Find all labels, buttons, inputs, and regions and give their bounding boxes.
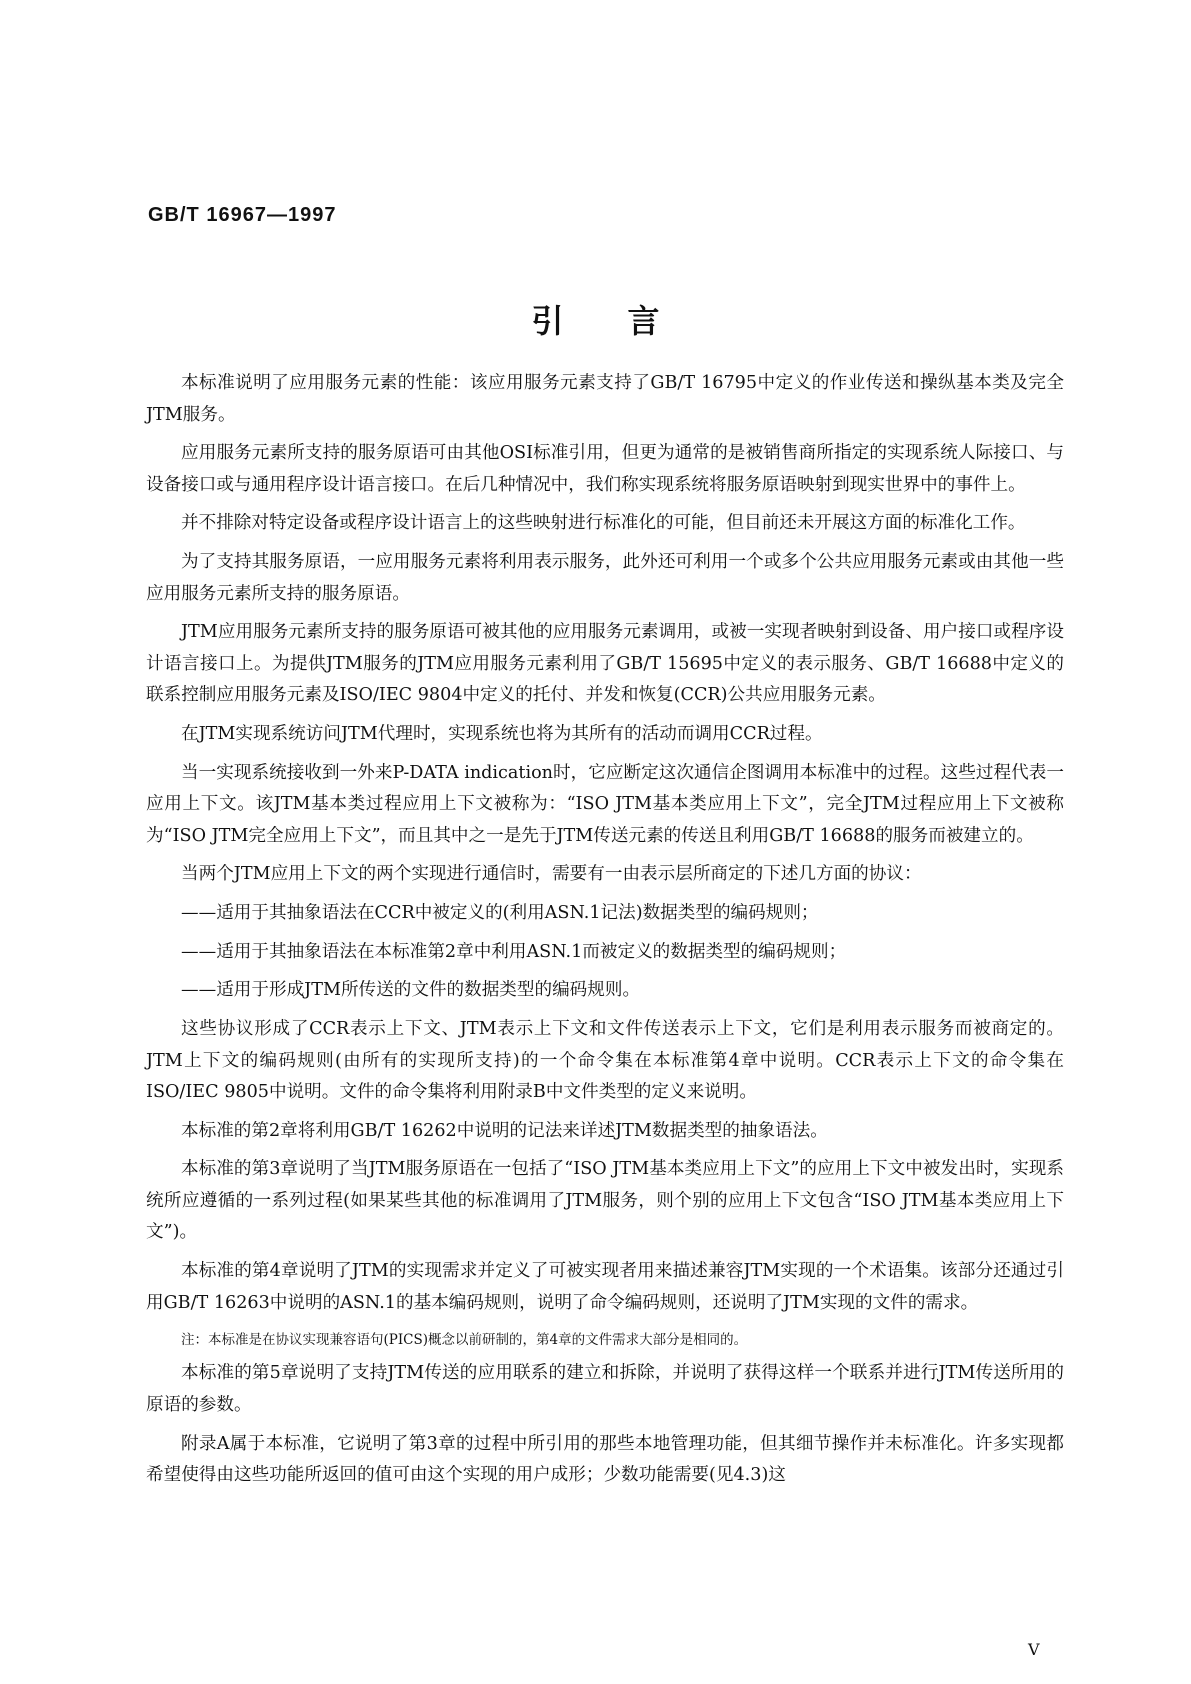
section-title: 引言	[531, 302, 724, 340]
body-text	[146, 368, 1064, 1499]
paragraph: 本标准说明了应用服务元素的性能：该应用服务元素支持了GB/T 16795中定义的作业传送和操纵基本类及完全JTM服务。	[146, 373, 1064, 425]
paragraph: 当一实现系统接收到一外来P-DATA indication时，它应断定这次通信企图调用本标准中的过程。这些过程代表一应用上下文。该JTM基本类过程应用上下文被称为：“ISO JTM基本类应用上下文”，完全JTM过程应用上下文被称为“ISO JTM完全应用上下文”，而且其中之一是先于JTM传送元素的传送且利用GB/T 16688的服务而被建立的。	[146, 762, 1064, 846]
list-item: ——适用于其抽象语法在本标准第2章中利用ASN.1而被定义的数据类型的编码规则；	[181, 941, 847, 962]
list-item: ——适用于形成JTM所传送的文件的数据类型的编码规则。	[181, 980, 641, 1001]
list-item: ——适用于其抽象语法在CCR中被定义的(利用ASN.1记法)数据类型的编码规则；	[181, 903, 819, 923]
paragraph: 这些协议形成了CCR表示上下文、JTM表示上下文和文件传送表示上下文，它们是利用表示服务而被商定的。JTM上下文的编码规则(由所有的实现所支持)的一个命令集在本标准第4章中说明。CCR表示上下文的命令集在ISO/IEC 9805中说明。文件的命令集将利用附录B中文件类型的定义来说明。	[146, 1019, 1064, 1103]
note: 注：本标准是在协议实现兼容语句(PICS)概念以前研制的，第4章的文件需求大部分是相同的。	[181, 1332, 748, 1349]
paragraph: 并不排除对特定设备或程序设计语言上的这些映射进行标准化的可能，但目前还未开展这方面的标准化工作。	[181, 513, 1026, 534]
paragraph: JTM应用服务元素所支持的服务原语可被其他的应用服务元素调用，或被一实现者映射到设备、用户接口或程序设计语言接口上。为提供JTM服务的JTM应用服务元素利用了GB/T 15695中定义的表示服务、GB/T 16688中定义的联系控制应用服务元素及ISO/IEC 9804中定义的托付、并发和恢复(CCR)公共应用服务元素。	[146, 622, 1064, 706]
paragraph: 本标准的第2章将利用GB/T 16262中说明的记法来详述JTM数据类型的抽象语法。	[181, 1120, 828, 1141]
paragraph: 当两个JTM应用上下文的两个实现进行通信时，需要有一由表示层所商定的下述几方面的协议：	[181, 864, 922, 885]
paragraph: 在JTM实现系统访问JTM代理时，实现系统也将为其所有的活动而调用CCR过程。	[181, 723, 823, 744]
paragraph: 本标准的第3章说明了当JTM服务原语在一包括了“ISO JTM基本类应用上下文”的应用上下文中被发出时，实现系统所应遵循的一系列过程(如果某些其他的标准调用了JTM服务，则个别的应用上下文包含“ISO JTM基本类应用上下文”)。	[146, 1159, 1064, 1243]
document-code: GB/T 16967—1997	[148, 204, 337, 226]
paragraph: 为了支持其服务原语，一应用服务元素将利用表示服务，此外还可利用一个或多个公共应用服务元素或由其他一些应用服务元素所支持的服务原语。	[146, 552, 1064, 604]
paragraph: 本标准的第4章说明了JTM的实现需求并定义了可被实现者用来描述兼容JTM实现的一个术语集。该部分还通过引用GB/T 16263中说明的ASN.1的基本编码规则，说明了命令编码规则，还说明了JTM实现的文件的需求。	[146, 1261, 1064, 1313]
paragraph: 应用服务元素所支持的服务原语可由其他OSI标准引用，但更为通常的是被销售商所指定的实现系统人际接口、与设备接口或与通用程序设计语言接口。在后几种情况中，我们称实现系统将服务原语映射到现实世界中的事件上。	[146, 443, 1064, 495]
page-number: V	[1028, 1640, 1040, 1659]
paragraph: 附录A属于本标准，它说明了第3章的过程中所引用的那些本地管理功能，但其细节操作并未标准化。许多实现都希望使得由这些功能所返回的值可由这个实现的用户成形；少数功能需要(见4.3)这	[146, 1433, 1064, 1485]
paragraph: 本标准的第5章说明了支持JTM传送的应用联系的建立和拆除，并说明了获得这样一个联系并进行JTM传送所用的原语的参数。	[146, 1363, 1064, 1415]
